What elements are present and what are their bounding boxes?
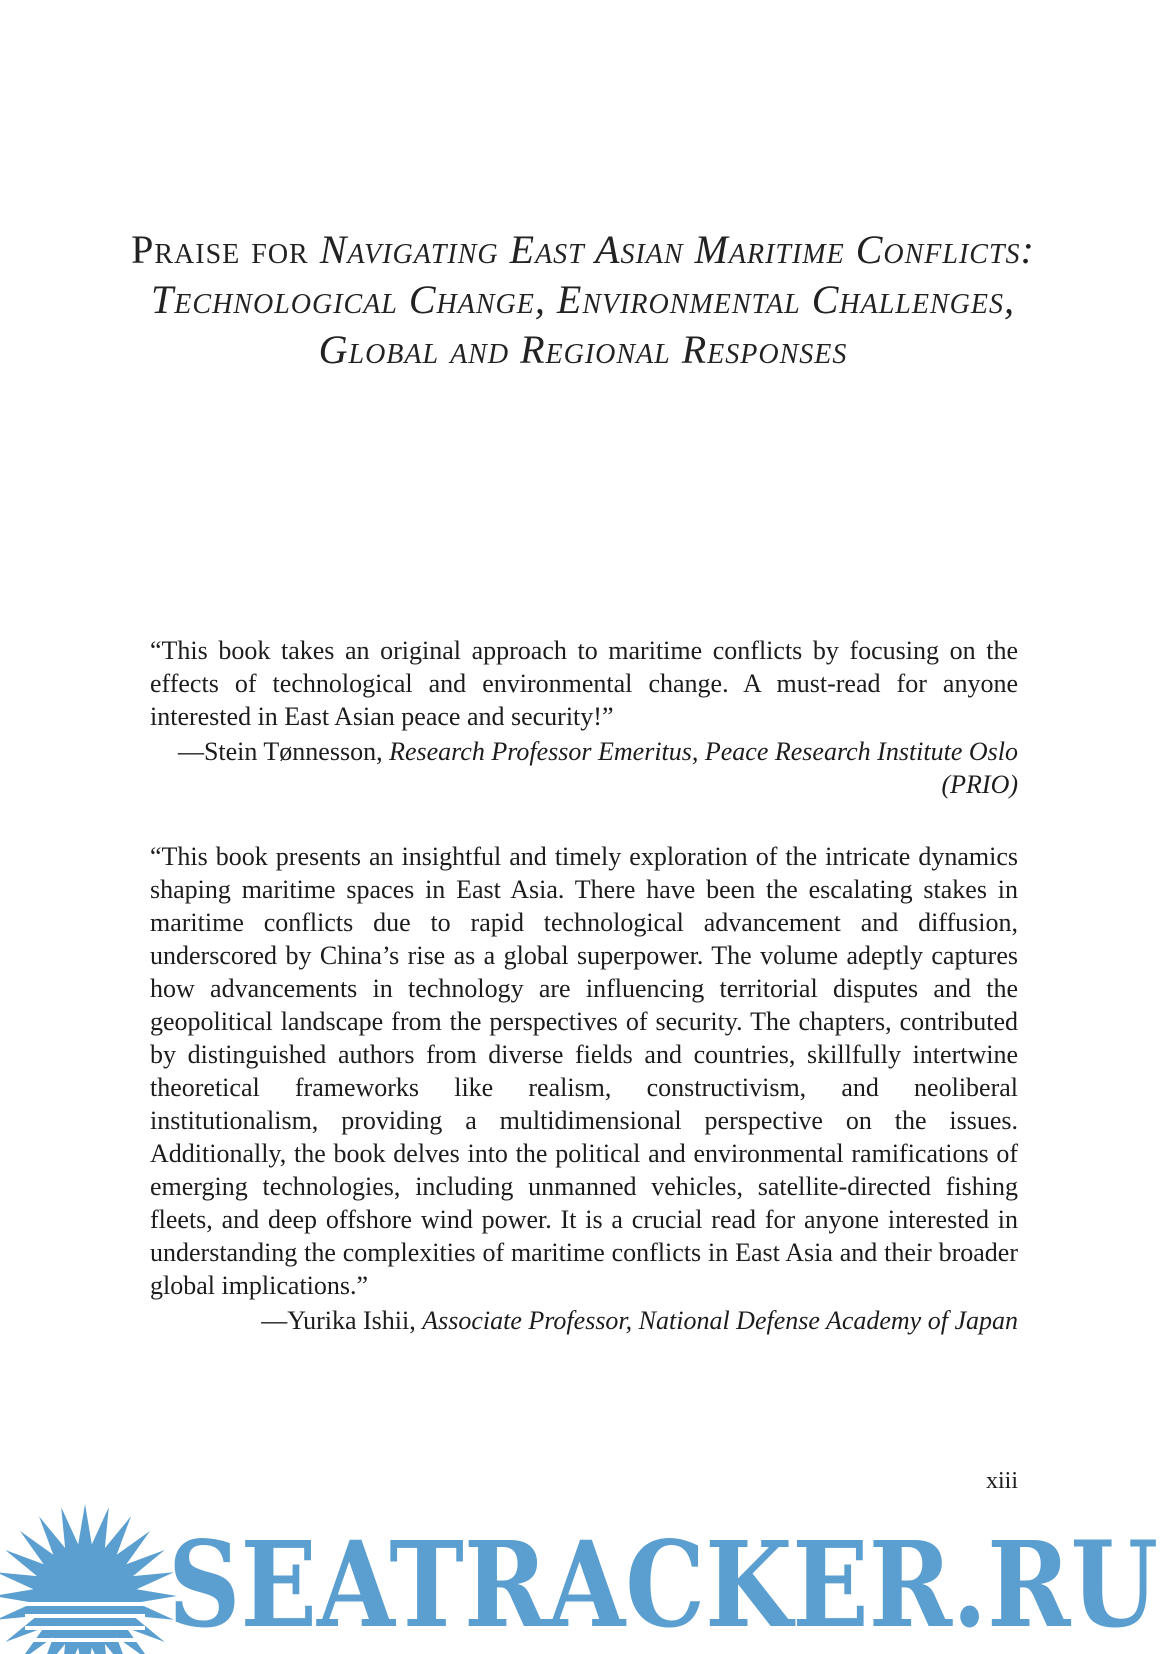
attribution-name: —Yurika Ishii, [261,1306,423,1335]
watermark [0,1484,1166,1654]
sun-icon [0,1504,177,1654]
title-prefix: Praise for [131,227,320,272]
book-title: Navigating East Asian Maritime Conflicts: Technological Change, Environmental Challenges, Global and Regional Responses [151,227,1035,372]
attribution-name: —Stein Tønnesson, [177,737,390,766]
praise-block-ishii [150,840,1018,1337]
attribution-role: Associate Professor, National Defense Academy of Japan [422,1306,1018,1335]
praise-attribution [150,1304,1018,1337]
watermark-text: SEATRACKER.RU [168,1515,1158,1654]
praise-quote: “This book presents an insightful and timely exploration of the intricate dynamics shaping maritime spaces in East Asia. There have been the escalating stakes in maritime conflicts due to rapid technological advancement and diffusion, underscored by China’s rise as a global superpower. The volume adeptly captures how advancements in technology are influencing territorial disputes and the geopolitical landscape from the perspectives of security. The chapters, contributed by distinguished authors from diverse fields and countries, skillfully intertwine theoretical frameworks like realism, constructivism, and neoliberal institutionalism, providing a multidimensional perspective on the issues. Additionally, the book delves into the political and environmental ramifications of emerging technologies, including unmanned vehicles, satellite-directed fishing fleets, and deep offshore wind power. It is a crucial read for anyone interested in understanding the complexities of maritime conflicts in East Asia and their broader global implications.” [150,842,1018,1300]
praise-block-tonnesson [150,634,1018,801]
praise-quote: “This book takes an original approach to maritime conflicts by focusing on the effects of technological and environmental change. A must-read for anyone interested in East Asian peace and security!” [150,636,1018,731]
praise-attribution [150,735,1018,801]
page-title [110,225,1056,375]
attribution-role: Research Professor Emeritus, Peace Research Institute Oslo (PRIO) [389,737,1018,799]
page-number: xiii [985,1468,1018,1494]
